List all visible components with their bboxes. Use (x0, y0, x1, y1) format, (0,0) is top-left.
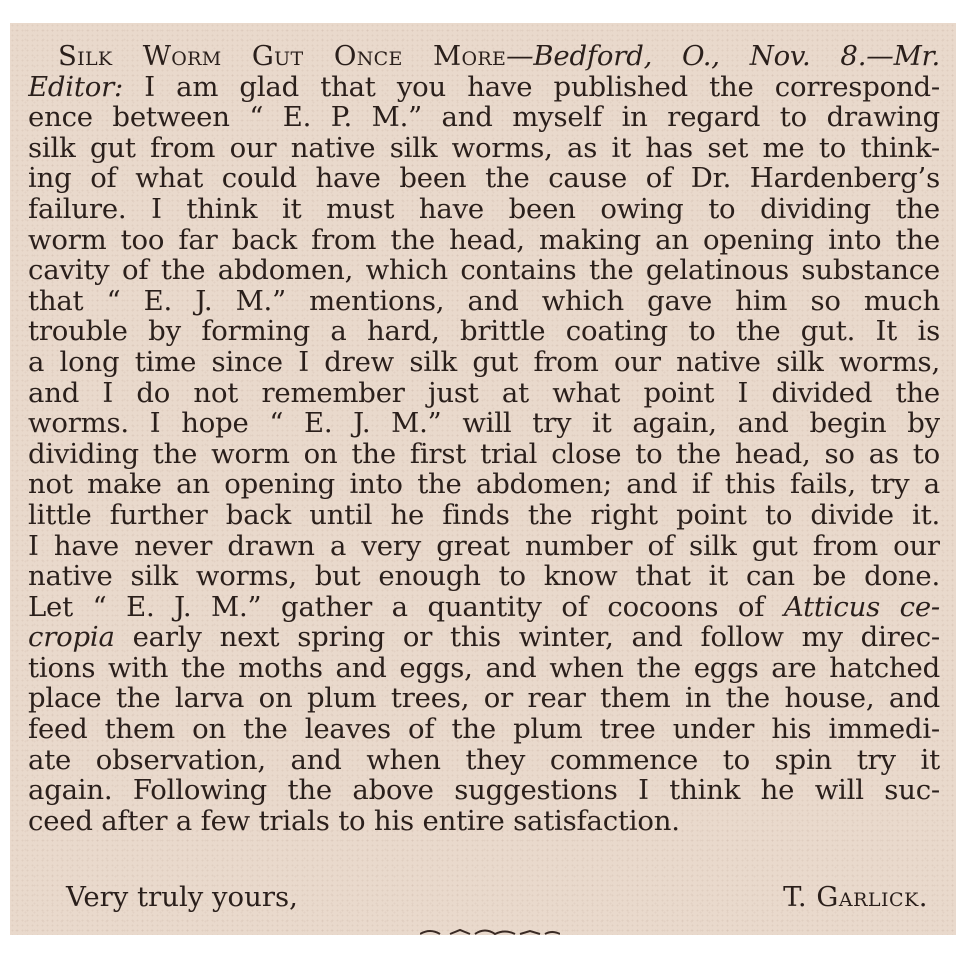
article-line-24: again. Following the above suggestions I think he will suc- (28, 775, 940, 806)
article-heading-line (28, 41, 940, 72)
article-line-17: native silk worms, but enough to know that it can be done. (28, 561, 940, 592)
article-line-16: I have never drawn a very great number of silk gut from our (28, 530, 940, 562)
article-line-6: worm too far back from the head, making an opening into the (28, 224, 940, 256)
article-line-13: dividing the worm on the first trial close to the head, so as to (28, 438, 940, 470)
article-line-3: silk gut from our native silk worms, as it has set me to think- (28, 132, 940, 164)
article-line-4: ing of what could have been the cause of Dr. Hardenberg’s (28, 163, 940, 194)
article-heading: Silk Worm Gut Once More (58, 41, 507, 72)
closing-salutation: Very truly yours, (66, 881, 298, 913)
article-line-21: place the larva on plum trees, or rear them in the house, and (28, 683, 940, 715)
article-line-9: trouble by forming a hard, brittle coating to the gut. It is (28, 316, 940, 347)
article-line-15: little further back until he finds the right point to divide it. (28, 499, 940, 531)
article-body (28, 41, 940, 836)
article-line-10: a long time since I drew silk gut from our native silk worms, (28, 346, 940, 378)
letter-signoff (28, 881, 928, 913)
article-line-23: ate observation, and when they commence to spin try it (28, 744, 940, 776)
article-line-11: and I do not remember just at what point I divided the (28, 377, 940, 409)
signature: T. Garlick. (783, 881, 928, 913)
article-line-12: worms. I hope “ E. J. M.” will try it again, and begin by (28, 408, 940, 439)
article-line-7: cavity of the abdomen, which contains the gelatinous substance (28, 255, 940, 286)
article-line-8: that “ E. J. M.” mentions, and which gave him so much (28, 285, 940, 317)
article-line-22: feed them on the leaves of the plum tree under his immedi- (28, 714, 940, 745)
article-line-1: Editor: I am glad that you have published the correspond- (28, 71, 940, 103)
newspaper-clipping (10, 23, 956, 935)
ornament-divider-fragment (420, 928, 560, 935)
article-dateline: —Bedford, O., Nov. 8.—Mr. (506, 41, 940, 72)
article-line-18: Let “ E. J. M.” gather a quantity of cocoons of Atticus ce- (28, 591, 940, 623)
article-line-20: tions with the moths and eggs, and when the eggs are hatched (28, 652, 940, 684)
article-line-5: failure. I think it must have been owing to dividing the (28, 193, 940, 225)
article-line-19: cropia early next spring or this winter, and follow my direc- (28, 622, 940, 653)
article-line-25: ceed after a few trials to his entire satisfaction. (28, 805, 680, 837)
article-line-14: not make an opening into the abdomen; and if this fails, try a (28, 469, 940, 500)
article-line-2: ence between “ E. P. M.” and myself in regard to drawing (28, 102, 940, 133)
